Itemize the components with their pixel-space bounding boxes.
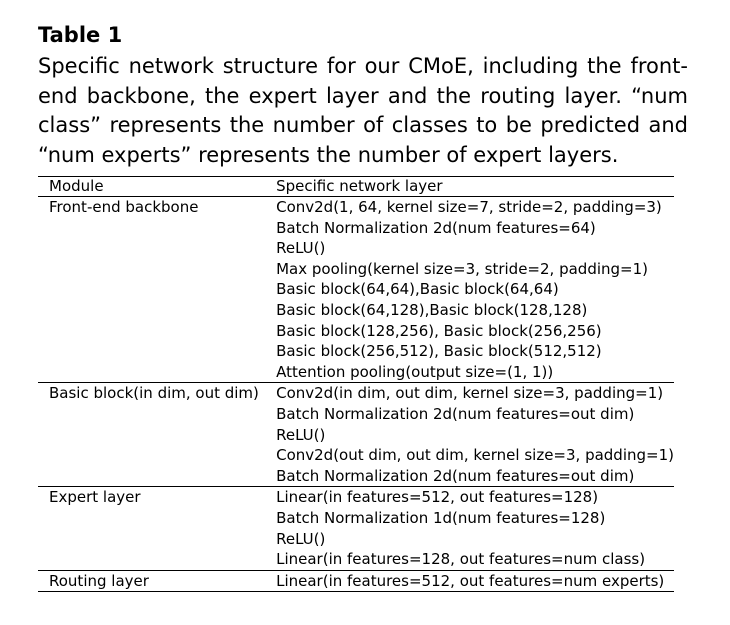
layer-line: Basic block(256,512), Basic block(512,512)	[276, 342, 602, 361]
layer-line: Linear(in features=512, out features=num experts)	[276, 571, 665, 590]
table-body	[38, 197, 674, 592]
header-layer: Specific network layer	[276, 177, 674, 197]
layer-cell	[276, 383, 674, 487]
layer-line: Basic block(128,256), Basic block(256,256)	[276, 321, 602, 340]
network-structure-table	[38, 176, 674, 592]
caption-line: class” represents the number of classes to be predicted and	[38, 113, 688, 137]
layer-line: Max pooling(kernel size=3, stride=2, padding=1)	[276, 259, 648, 278]
module-cell: Routing layer	[38, 570, 276, 592]
table-row	[38, 197, 674, 383]
module-cell: Expert layer	[38, 487, 276, 570]
caption-line: “num experts” represents the number of expert layers.	[38, 142, 619, 167]
layer-line: ReLU()	[276, 425, 326, 444]
header-module: Module	[38, 177, 276, 197]
layer-line: Basic block(64,64),Basic block(64,64)	[276, 280, 559, 299]
caption-line: end backbone, the expert layer and the routing layer. “num	[38, 83, 688, 108]
table-caption	[38, 52, 688, 170]
module-cell: Basic block(in dim, out dim)	[38, 383, 276, 487]
layer-line: Batch Normalization 1d(num features=128)	[276, 508, 606, 527]
layer-line: Attention pooling(output size=(1, 1))	[276, 362, 554, 381]
caption-line: Specific network structure for our CMoE, including the front-	[38, 54, 688, 78]
module-cell: Front-end backbone	[38, 197, 276, 383]
layer-cell	[276, 487, 674, 570]
layer-line: Batch Normalization 2d(num features=out dim)	[276, 404, 635, 423]
layer-line: Batch Normalization 2d(num features=out dim)	[276, 466, 635, 485]
table-row	[38, 487, 674, 570]
table-label: Table 1	[38, 23, 123, 47]
layer-line: Linear(in features=512, out features=128)	[276, 488, 599, 507]
layer-line: ReLU()	[276, 529, 326, 548]
layer-line: Batch Normalization 2d(num features=64)	[276, 218, 596, 237]
layer-line: Linear(in features=128, out features=num class)	[276, 550, 646, 569]
layer-cell	[276, 570, 674, 592]
layer-line: Conv2d(1, 64, kernel size=7, stride=2, padding=3)	[276, 198, 662, 216]
layer-line: Conv2d(in dim, out dim, kernel size=3, padding=1)	[276, 384, 664, 403]
layer-line: Conv2d(out dim, out dim, kernel size=3, padding=1)	[276, 446, 674, 465]
layer-cell	[276, 197, 674, 383]
table-row	[38, 383, 674, 487]
layer-line: ReLU()	[276, 239, 326, 258]
layer-line: Basic block(64,128),Basic block(128,128)	[276, 300, 588, 319]
table-row	[38, 570, 674, 592]
table-header-row	[38, 177, 674, 197]
